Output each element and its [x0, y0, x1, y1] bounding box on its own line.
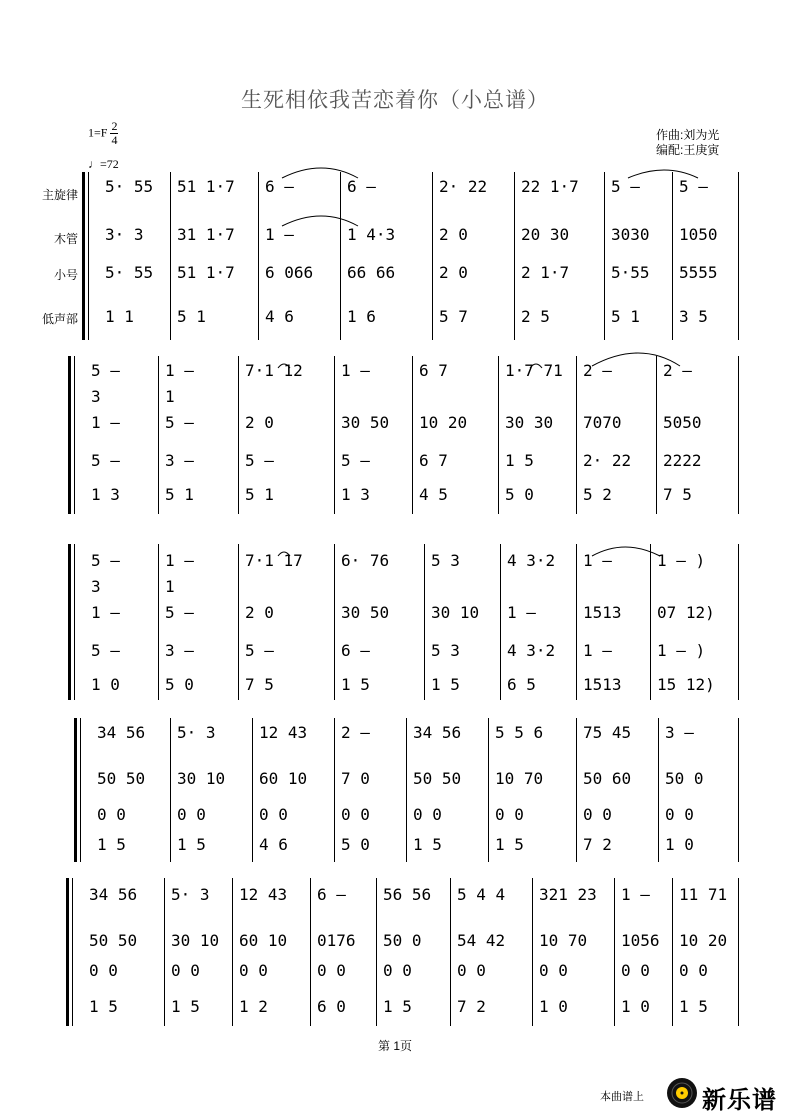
measure-notes: 2 0: [245, 414, 274, 432]
slur: [592, 547, 660, 556]
page-number: 第 1页: [377, 1039, 412, 1053]
measure-notes: 0 0: [457, 962, 486, 980]
measure-notes: 0 0: [495, 806, 524, 824]
measure-notes: 20 30: [521, 226, 570, 244]
measure-notes: 7 5: [663, 486, 692, 504]
measure-notes: 1 –: [621, 886, 650, 904]
measure-notes: 5 –: [91, 362, 120, 380]
measure-notes: 5 1: [177, 308, 206, 326]
tempo-marking: ♩=72: [88, 157, 119, 171]
measure-notes: 0 0: [171, 962, 200, 980]
measure-notes: 0 0: [539, 962, 568, 980]
measure-notes: 12 43: [259, 724, 308, 742]
measure-notes: 5 –: [165, 604, 194, 622]
vinyl-record-icon: [666, 1077, 698, 1109]
measure-notes: 30 30: [505, 414, 554, 432]
measure-notes: 5 3: [431, 552, 460, 570]
measure-notes: 1 0: [665, 836, 694, 854]
measure-notes: 34 56: [89, 886, 138, 904]
measure-notes: 1050: [679, 226, 718, 244]
measure-notes: 1056: [621, 932, 660, 950]
measure-notes: 5· 3: [177, 724, 216, 742]
measure-notes: 1 0: [621, 998, 650, 1016]
measure-notes: 3· 3: [105, 226, 144, 244]
measure-notes: 6 7: [419, 452, 448, 470]
measure-notes: 2 0: [245, 604, 274, 622]
measure-notes: 6· 76: [341, 552, 390, 570]
measure-notes: 5 –: [91, 452, 120, 470]
measure-notes: 1 5: [177, 836, 206, 854]
measure-notes: 1 2: [239, 998, 268, 1016]
measure-notes: 6 –: [317, 886, 346, 904]
measure-notes: 11 71: [679, 886, 728, 904]
measure-notes: 1 5: [495, 836, 524, 854]
measure-notes: 50 50: [97, 770, 146, 788]
measure-notes: 12 43: [239, 886, 288, 904]
measure-notes: 5·55: [611, 264, 650, 282]
measure-notes: 50 0: [665, 770, 704, 788]
measure-notes: 3 –: [665, 724, 694, 742]
measure-notes: 07 12): [657, 604, 715, 622]
measure-notes: 3 –: [165, 452, 194, 470]
measure-notes: 10 20: [419, 414, 468, 432]
measure-notes: 0 0: [317, 962, 346, 980]
measure-notes: 1 –: [165, 552, 194, 570]
measure-notes: 1 5: [431, 676, 460, 694]
measure-notes: 1: [165, 388, 175, 406]
measure-notes: 1 5: [171, 998, 200, 1016]
measure-notes: 6 –: [341, 642, 370, 660]
measure-notes: 7·1 12: [245, 362, 303, 380]
measure-notes: 6 –: [265, 178, 294, 196]
measure-notes: 1 5: [413, 836, 442, 854]
measure-notes: 5 –: [341, 452, 370, 470]
measure-notes: 3: [91, 388, 101, 406]
score-title: 生死相依我苦恋着你（小总谱）: [241, 88, 549, 112]
measure-notes: 30 50: [341, 414, 390, 432]
footer-text: 本曲谱上: [600, 1091, 644, 1103]
measure-notes: 66 66: [347, 264, 396, 282]
measure-notes: 4 6: [265, 308, 294, 326]
measure-notes: 1 5: [89, 998, 118, 1016]
measure-notes: 5 0: [165, 676, 194, 694]
measure-notes: 22 1·7: [521, 178, 579, 196]
measure-notes: 2 5: [521, 308, 550, 326]
time-signature-top: 2: [111, 119, 118, 133]
measure-notes: 0 0: [383, 962, 412, 980]
measure-notes: 50 50: [413, 770, 462, 788]
slur: [278, 552, 290, 556]
measure-notes: 6 5: [507, 676, 536, 694]
measure-notes: 4 3·2: [507, 642, 556, 660]
measure-notes: 60 10: [259, 770, 308, 788]
measure-notes: 5 –: [91, 642, 120, 660]
measure-notes: 75 45: [583, 724, 632, 742]
slur: [530, 364, 542, 368]
measure-notes: 30 10: [171, 932, 220, 950]
measure-notes: 0 0: [341, 806, 370, 824]
measure-notes: 5050: [663, 414, 702, 432]
measure-notes: 4 6: [259, 836, 288, 854]
measure-notes: 15 12): [657, 676, 715, 694]
measure-notes: 1 1: [105, 308, 134, 326]
measure-notes: 5555: [679, 264, 718, 282]
measure-notes: 0 0: [177, 806, 206, 824]
measure-notes: 50 0: [383, 932, 422, 950]
measure-notes: 1 3: [91, 486, 120, 504]
measure-notes: 5 1: [245, 486, 274, 504]
measure-notes: 7 5: [245, 676, 274, 694]
measure-notes: 5 1: [165, 486, 194, 504]
measure-notes: 0 0: [239, 962, 268, 980]
measure-notes: 1 4·3: [347, 226, 396, 244]
measure-notes: 3 –: [165, 642, 194, 660]
measure-notes: 2222: [663, 452, 702, 470]
measure-notes: 2 –: [583, 362, 612, 380]
measure-notes: 7 2: [457, 998, 486, 1016]
measure-notes: 6 7: [419, 362, 448, 380]
measure-notes: 0 0: [413, 806, 442, 824]
measure-notes: 1 – ): [657, 552, 706, 570]
measure-notes: 5 5 6: [495, 724, 544, 742]
measure-notes: 2 1·7: [521, 264, 570, 282]
measure-notes: 7070: [583, 414, 622, 432]
measure-notes: 2 –: [663, 362, 692, 380]
measure-notes: 4 3·2: [507, 552, 556, 570]
measure-notes: 5 –: [245, 642, 274, 660]
measure-notes: 1 –: [583, 552, 612, 570]
measure-notes: 3030: [611, 226, 650, 244]
measure-notes: 1·7 71: [505, 362, 563, 380]
measure-notes: 3: [91, 578, 101, 596]
measure-notes: 7 0: [341, 770, 370, 788]
measure-notes: 1 3: [341, 486, 370, 504]
measure-notes: 51 1·7: [177, 264, 235, 282]
measure-notes: 5 –: [245, 452, 274, 470]
measure-notes: 3 5: [679, 308, 708, 326]
measure-notes: 5· 3: [171, 886, 210, 904]
measure-notes: 7·1 17: [245, 552, 303, 570]
measure-notes: 10 70: [539, 932, 588, 950]
measure-notes: 2· 22: [583, 452, 632, 470]
measure-notes: 2 –: [341, 724, 370, 742]
time-signature-bottom: 4: [111, 133, 118, 147]
measure-notes: 6 066: [265, 264, 314, 282]
measure-notes: 1 –: [583, 642, 612, 660]
instrument-label-melody: 主旋律: [41, 188, 78, 202]
measure-notes: 1 6: [347, 308, 376, 326]
measure-notes: 0 0: [97, 806, 126, 824]
measure-notes: 1 –: [91, 414, 120, 432]
measure-notes: 0176: [317, 932, 356, 950]
measure-notes: 1513: [583, 676, 622, 694]
measure-notes: 5 4 4: [457, 886, 506, 904]
measure-notes: 1 0: [539, 998, 568, 1016]
measure-notes: 34 56: [413, 724, 462, 742]
measure-notes: 1 –: [341, 362, 370, 380]
measure-notes: 30 10: [177, 770, 226, 788]
slur: [592, 353, 680, 366]
measure-notes: 1 5: [97, 836, 126, 854]
measure-notes: 0 0: [621, 962, 650, 980]
measure-notes: 50 50: [89, 932, 138, 950]
measure-notes: 321 23: [539, 886, 597, 904]
measure-notes: 1 – ): [657, 642, 706, 660]
logo-text: 新乐谱: [702, 1087, 777, 1114]
measure-notes: 1 5: [383, 998, 412, 1016]
measure-notes: 5 0: [341, 836, 370, 854]
measure-notes: 30 10: [431, 604, 480, 622]
measure-notes: 1 5: [341, 676, 370, 694]
measure-notes: 1 –: [507, 604, 536, 622]
measure-notes: 5 –: [611, 178, 640, 196]
measure-notes: 2· 22: [439, 178, 488, 196]
measure-notes: 30 50: [341, 604, 390, 622]
measure-notes: 51 1·7: [177, 178, 235, 196]
measure-notes: 1 0: [91, 676, 120, 694]
measure-notes: 56 56: [383, 886, 432, 904]
measure-notes: 5 7: [439, 308, 468, 326]
measure-notes: 1 5: [679, 998, 708, 1016]
measure-notes: 34 56: [97, 724, 146, 742]
slur: [628, 170, 698, 178]
measure-notes: 5 1: [611, 308, 640, 326]
measure-notes: 5 3: [431, 642, 460, 660]
instrument-label-trumpet: 小号: [53, 268, 78, 282]
measure-notes: 5 2: [583, 486, 612, 504]
measure-notes: 7 2: [583, 836, 612, 854]
measure-notes: 10 70: [495, 770, 544, 788]
slur: [282, 216, 358, 226]
measure-notes: 4 5: [419, 486, 448, 504]
measure-notes: 60 10: [239, 932, 288, 950]
measure-notes: 0 0: [679, 962, 708, 980]
key-label: 1=F: [88, 125, 108, 140]
measure-notes: 1 –: [265, 226, 294, 244]
instrument-label-woodwind: 木管: [53, 232, 78, 246]
measure-notes: 10 20: [679, 932, 728, 950]
measure-notes: 0 0: [583, 806, 612, 824]
measure-notes: 2 0: [439, 226, 468, 244]
measure-notes: 1513: [583, 604, 622, 622]
slur: [282, 168, 358, 178]
measure-notes: 0 0: [665, 806, 694, 824]
measure-notes: 5· 55: [105, 178, 154, 196]
composer-credit: 作曲:刘为光: [656, 128, 720, 142]
arranger-credit: 编配:王庚寅: [656, 143, 720, 157]
measure-notes: 1 –: [165, 362, 194, 380]
slur: [278, 364, 290, 368]
measure-notes: 5 –: [165, 414, 194, 432]
measure-notes: 31 1·7: [177, 226, 235, 244]
measure-notes: 54 42: [457, 932, 506, 950]
measure-notes: 6 0: [317, 998, 346, 1016]
measure-notes: 0 0: [89, 962, 118, 980]
instrument-label-bass: 低声部: [41, 312, 78, 326]
measure-notes: 5 –: [679, 178, 708, 196]
measure-notes: 2 0: [439, 264, 468, 282]
measure-notes: 5 –: [91, 552, 120, 570]
measure-notes: 5 0: [505, 486, 534, 504]
measure-notes: 1 5: [505, 452, 534, 470]
measure-notes: 50 60: [583, 770, 632, 788]
measure-notes: 1: [165, 578, 175, 596]
measure-notes: 1 –: [91, 604, 120, 622]
measure-notes: 5· 55: [105, 264, 154, 282]
measure-notes: 6 –: [347, 178, 376, 196]
measure-notes: 0 0: [259, 806, 288, 824]
